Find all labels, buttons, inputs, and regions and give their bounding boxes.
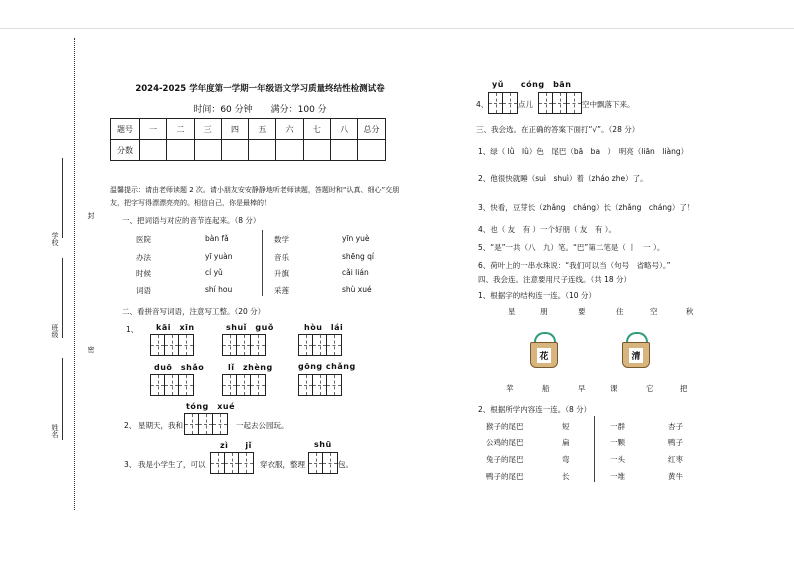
q1-heading: 一、把词语与对应的音节连起来。（8 分） xyxy=(122,216,261,225)
q1-pinyin[interactable]: shí hou xyxy=(205,285,233,294)
match-item[interactable]: 弯 xyxy=(562,455,570,464)
top-char[interactable]: 空 xyxy=(650,307,658,316)
table-cell: 四 xyxy=(221,119,248,140)
table-cell: 二 xyxy=(167,119,194,140)
score-input-cell[interactable] xyxy=(331,140,358,161)
table-cell: 三 xyxy=(194,119,221,140)
match-item[interactable]: 一头 xyxy=(610,455,625,464)
q1-word[interactable]: 词语 xyxy=(136,286,151,295)
q2-sentence: 空中飘落下来。 xyxy=(582,100,635,109)
score-value-row xyxy=(111,140,386,161)
pinyin-prompt: shuǐ guǒ xyxy=(226,323,274,332)
q2-sentence: 穿衣服，整理 xyxy=(260,460,305,469)
match-item[interactable]: 一群 xyxy=(610,422,625,431)
table-cell: 一 xyxy=(140,119,167,140)
pinyin-prompt: hòu lái xyxy=(304,323,344,332)
q1-pinyin[interactable]: yī yuàn xyxy=(205,252,233,261)
q3-item[interactable]: 2、他很快就睡（suì shuì）着（zháo zhe）了。 xyxy=(478,174,648,183)
match-item[interactable]: 一堆 xyxy=(610,472,625,481)
q4-sub1: 1、根据字的结构连一连。（10 分） xyxy=(478,291,596,300)
q3-item[interactable]: 1、绿（ lǜ lǜ）色 尾巴（bā ba ） 明亮（liān liàng） xyxy=(478,147,689,156)
q3-item[interactable]: 4、也（ 友 有 ）一个好朋（ 友 有 ）。 xyxy=(478,225,617,234)
writing-grid[interactable] xyxy=(538,92,582,114)
q4-sub2: 2、根据所学内容连一连。（8 分） xyxy=(478,405,592,414)
writing-grid[interactable] xyxy=(222,334,266,356)
match-item[interactable]: 猴子的尾巴 xyxy=(486,422,524,431)
writing-grid[interactable] xyxy=(222,374,266,396)
q3-heading: 三、我会选。在正确的答案下面打“√”。（28 分） xyxy=(476,125,640,134)
q2-sentence-num: 4、 xyxy=(476,100,489,109)
q1-pinyin[interactable]: yīn yuè xyxy=(342,234,370,243)
basket-char: 清 xyxy=(629,348,642,363)
q1-word[interactable]: 数学 xyxy=(274,235,289,244)
pinyin-prompt: lǐ zhèng xyxy=(228,363,273,372)
score-input-cell[interactable] xyxy=(167,140,194,161)
top-char[interactable]: 朋 xyxy=(540,307,548,316)
name-label: 姓名 xyxy=(51,424,59,438)
school-line xyxy=(62,158,63,238)
match-item[interactable]: 黄牛 xyxy=(668,472,683,481)
pinyin-prompt: tóng xué xyxy=(186,402,236,411)
class-line xyxy=(62,258,63,338)
basket-flower[interactable] xyxy=(530,342,558,368)
q2-sentence: 我是小学生了，可以 xyxy=(138,460,206,469)
q1-divider xyxy=(262,230,263,296)
bottom-char[interactable]: 早 xyxy=(578,384,586,393)
q2-sentence-num: 3、 xyxy=(124,460,137,469)
writing-grid[interactable] xyxy=(308,452,338,474)
score-input-cell[interactable] xyxy=(221,140,248,161)
score-input-cell[interactable] xyxy=(303,140,330,161)
top-char[interactable]: 秋 xyxy=(686,307,694,316)
basket-char: 花 xyxy=(537,348,550,363)
q4-divider xyxy=(594,416,595,482)
match-item[interactable]: 鸭子的尾巴 xyxy=(486,472,524,481)
score-input-cell[interactable] xyxy=(276,140,303,161)
table-cell: 八 xyxy=(331,119,358,140)
top-border xyxy=(0,28,794,29)
q1-word[interactable]: 升旗 xyxy=(274,269,289,278)
q1-pinyin[interactable]: shēng qí xyxy=(342,252,375,261)
q4-heading: 四、我会连。注意要用尺子连线。（共 18 分） xyxy=(478,275,632,284)
match-item[interactable]: 杏子 xyxy=(668,422,683,431)
top-char[interactable]: 星 xyxy=(508,307,516,316)
match-item[interactable]: 一颗 xyxy=(610,438,625,447)
q2-sentence: 点儿 xyxy=(518,100,533,109)
writing-grid[interactable] xyxy=(298,334,342,356)
pinyin-prompt: gōng chǎng xyxy=(298,362,356,371)
table-cell: 七 xyxy=(303,119,330,140)
q1-word[interactable]: 音乐 xyxy=(274,253,289,262)
pinyin-prompt: kāi xīn xyxy=(156,323,195,332)
q1-pinyin[interactable]: bàn fǎ xyxy=(205,234,229,243)
q2-sentence: 星期天，我和 xyxy=(138,421,183,430)
seal-label: 封 xyxy=(87,212,95,219)
table-cell: 六 xyxy=(276,119,303,140)
school-label: 学校 xyxy=(51,232,59,246)
bottom-char[interactable]: 它 xyxy=(646,384,654,393)
match-item[interactable]: 短 xyxy=(562,422,570,431)
match-item[interactable]: 鸭子 xyxy=(668,438,683,447)
q1-word[interactable]: 医院 xyxy=(136,235,151,244)
score-table xyxy=(110,118,386,161)
q3-item[interactable]: 5、“是”一共（八 九）笔。“巴”第二笔是（ 丨 一 ）。 xyxy=(478,243,665,252)
name-line xyxy=(62,358,63,440)
match-item[interactable]: 长 xyxy=(562,472,570,481)
match-item[interactable]: 红枣 xyxy=(668,455,683,464)
writing-grid[interactable] xyxy=(184,413,228,435)
table-cell: 五 xyxy=(249,119,276,140)
table-cell: 题号 xyxy=(111,119,140,140)
q1-word[interactable]: 采莲 xyxy=(274,286,289,295)
writing-grid[interactable] xyxy=(488,92,518,114)
bottom-char[interactable]: 苹 xyxy=(506,384,514,393)
seal-label-2: 密 xyxy=(87,346,95,353)
q1-word[interactable]: 时候 xyxy=(136,269,151,278)
q1-word[interactable]: 办法 xyxy=(136,253,151,262)
table-cell: 分数 xyxy=(111,140,140,161)
writing-grid[interactable] xyxy=(210,452,254,474)
exam-subtitle: 时间：60 分钟 满分：100 分 xyxy=(193,105,327,115)
writing-grid[interactable] xyxy=(298,374,342,396)
writing-grid[interactable] xyxy=(150,374,194,396)
bottom-char[interactable]: 船 xyxy=(542,384,550,393)
pinyin-prompt: shū xyxy=(314,440,332,449)
q1-pinyin[interactable]: cǎi lián xyxy=(342,268,369,277)
tip-note: 温馨提示：请由老师读题 2 次。请小朋友安安静静地听老师读题，答题时和“认真、细心”交朋友，把字写得漂漂亮亮的。相信自己，你是最棒的！ xyxy=(110,186,400,207)
class-label: 班级 xyxy=(51,324,59,338)
q2-sentence: 包。 xyxy=(338,460,353,469)
q2-sentence: 一起去公园玩。 xyxy=(236,421,289,430)
score-header-row xyxy=(111,119,386,140)
score-input-cell[interactable] xyxy=(140,140,167,161)
bottom-char[interactable]: 课 xyxy=(610,384,618,393)
q3-item[interactable]: 6、荷叶上的一串水珠说：“我们可以当（句号 省略号）。” xyxy=(478,261,671,270)
table-cell: 总分 xyxy=(358,119,385,140)
match-item[interactable]: 公鸡的尾巴 xyxy=(486,438,524,447)
basket-clear[interactable] xyxy=(622,342,650,368)
q1-pinyin[interactable]: shù xué xyxy=(342,285,372,294)
q2-number: 1、 xyxy=(126,325,139,334)
score-input-cell[interactable] xyxy=(249,140,276,161)
pinyin-prompt: duō shǎo xyxy=(154,363,205,372)
binding-dotted-line xyxy=(74,38,75,510)
pinyin-prompt: yǔ cóng bān xyxy=(492,80,572,89)
top-char[interactable]: 要 xyxy=(578,307,586,316)
score-input-cell[interactable] xyxy=(358,140,385,161)
exam-title: 2024-2025 学年度第一学期一年级语文学习质量终结性检测试卷 xyxy=(135,84,385,94)
bottom-char[interactable]: 把 xyxy=(680,384,688,393)
q1-pinyin[interactable]: cí yǔ xyxy=(205,268,223,277)
top-char[interactable]: 住 xyxy=(616,307,624,316)
pinyin-prompt: zì jǐ xyxy=(220,441,252,450)
q2-heading: 二、看拼音写词语，注意写工整。（20 分） xyxy=(122,307,266,316)
writing-grid[interactable] xyxy=(150,334,194,356)
match-item[interactable]: 兔子的尾巴 xyxy=(486,455,524,464)
match-item[interactable]: 扁 xyxy=(562,438,570,447)
q3-item[interactable]: 3、快看，豆芽长（zhǎng cháng）长（zhǎng cháng）了！ xyxy=(478,203,695,212)
q2-sentence-num: 2、 xyxy=(124,421,137,430)
score-input-cell[interactable] xyxy=(194,140,221,161)
